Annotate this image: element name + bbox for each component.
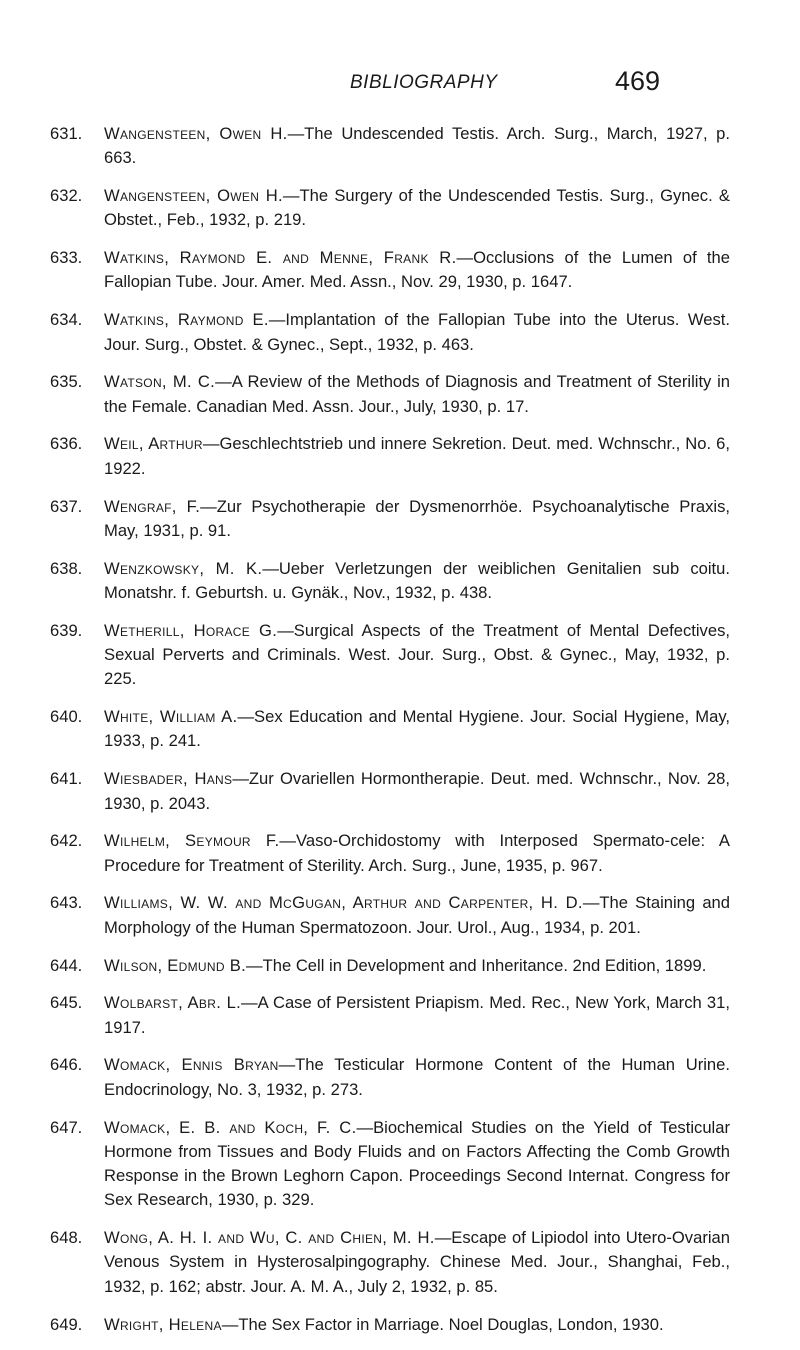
entry-author: Wangensteen, Owen H.: [104, 186, 283, 206]
entry-number: 644.: [50, 955, 83, 975]
entry-citation: —A Review of the Methods of Diagnosis and Treatment of Sterility in the Female. Canadian Med. Assn. Jour., July, 1930, p. 17.: [104, 372, 730, 416]
bibliography-entry: [50, 1116, 730, 1213]
entry-citation: —The Surgery of the Undescended Testis. Surg., Gynec. & Obstet., Feb., 1932, p. 219.: [104, 186, 731, 230]
page-number: 469: [615, 66, 661, 96]
entry-citation: —Geschlechtstrieb und innere Sekretion. Deut. med. Wchnschr., No. 6, 1922.: [104, 434, 730, 478]
entry-number: 638.: [50, 558, 83, 578]
entry-number: 639.: [50, 620, 83, 640]
bibliography-entry: [50, 432, 730, 481]
entry-author: Wenzkowsky, M. K.: [104, 558, 263, 578]
bibliography-entry: [50, 1313, 730, 1337]
entry-citation: —Zur Psychotherapie der Dysmenorrhöe. Psychoanalytische Praxis, May, 1931, p. 91.: [104, 496, 731, 540]
bibliography-entry: [50, 954, 730, 978]
entry-citation: —The Undescended Testis. Arch. Surg., March, 1927, p. 663.: [104, 124, 730, 168]
entry-citation: —Vaso-Orchidostomy with Interposed Spermato-cele: A Procedure for Treatment of Sterility. Arch. Surg., June, 1935, p. 967.: [104, 831, 730, 875]
entry-citation: —The Staining and Morphology of the Human Spermatozoon. Jour. Urol., Aug., 1934, p. 201.: [104, 893, 731, 937]
bibliography-entry: [50, 122, 730, 171]
running-title: BIBLIOGRAPHY: [350, 72, 498, 93]
entry-author: Wong, A. H. I. and Wu, C. and Chien, M. H.: [104, 1228, 435, 1248]
bibliography-entry: [50, 705, 730, 754]
running-head: [0, 64, 800, 104]
bibliography-entry: [50, 495, 730, 544]
entry-number: 645.: [50, 993, 83, 1013]
bibliography-entry: [50, 619, 730, 692]
entry-citation: —Biochemical Studies on the Yield of Testicular Hormone from Tissues and Body Fluids and on Factors Affecting the Comb Growth Response in the Brown Leghorn Capon. Proceedings Second Internat. Congress for Sex Research, 1930, p. 329.: [104, 1117, 730, 1210]
entry-number: 648.: [50, 1228, 83, 1248]
entry-author: Wilson, Edmund B.: [104, 955, 247, 975]
entry-number: 647.: [50, 1117, 83, 1137]
entry-author: Williams, W. W. and McGugan, Arthur and Carpenter, H. D.: [104, 893, 583, 913]
entry-citation: —Implantation of the Fallopian Tube into the Uterus. West. Jour. Surg., Obstet. & Gynec., Sept., 1932, p. 463.: [104, 310, 730, 354]
entry-author: Wengraf, F.: [104, 496, 201, 516]
entry-number: 636.: [50, 434, 83, 454]
bibliography-entry: [50, 829, 730, 878]
entry-number: 632.: [50, 186, 83, 206]
entry-citation: —Occlusions of the Lumen of the Fallopian Tube. Jour. Amer. Med. Assn., Nov. 29, 1930, p. 1647.: [104, 248, 730, 292]
entry-author: White, William A.: [104, 707, 238, 727]
entry-number: 640.: [50, 707, 83, 727]
entry-author: Wetherill, Horace G.: [104, 620, 278, 640]
entry-number: 642.: [50, 831, 83, 851]
bibliography-entry: [50, 891, 730, 940]
entry-author: Watkins, Raymond E.: [104, 310, 269, 330]
bibliography-entry: [50, 246, 730, 295]
entry-citation: —Surgical Aspects of the Treatment of Mental Defectives, Sexual Perverts and Criminals. West. Jour. Surg., Obst. & Gynec., May, 1932, p. 225.: [104, 620, 730, 689]
bibliography-entry: [50, 557, 730, 606]
bibliography-list: [50, 122, 730, 1350]
bibliography-entry: [50, 767, 730, 816]
bibliography-entry: [50, 1053, 730, 1102]
bibliography-entry: [50, 370, 730, 419]
entry-author: Wangensteen, Owen H.: [104, 124, 288, 143]
bibliography-entry: [50, 184, 730, 233]
entry-number: 634.: [50, 310, 83, 330]
entry-author: Wright, Helena: [104, 1314, 222, 1334]
entry-number: 633.: [50, 248, 83, 268]
entry-number: 631.: [50, 124, 83, 143]
entry-number: 641.: [50, 769, 83, 789]
entry-citation: —The Sex Factor in Marriage. Noel Douglas, London, 1930.: [221, 1314, 664, 1334]
entry-number: 637.: [50, 496, 83, 516]
entry-number: 635.: [50, 372, 83, 392]
entry-author: Womack, Ennis Bryan: [104, 1055, 279, 1075]
entry-author: Weil, Arthur: [104, 434, 203, 454]
entry-author: Wolbarst, Abr. L.: [104, 993, 242, 1013]
entry-citation: —The Cell in Development and Inheritance. 2nd Edition, 1899.: [246, 955, 707, 975]
entry-number: 646.: [50, 1055, 83, 1075]
entry-author: Watkins, Raymond E. and Menne, Frank R.: [104, 248, 457, 268]
entry-number: 643.: [50, 893, 83, 913]
bibliography-entry: [50, 308, 730, 357]
bibliography-entry: [50, 1226, 730, 1299]
entry-author: Wiesbader, Hans: [104, 769, 233, 789]
entry-author: Wilhelm, Seymour F.: [104, 831, 280, 851]
entry-citation: —Ueber Verletzungen der weiblichen Genitalien sub coitu. Monatshr. f. Geburtsh. u. Gynäk., Nov., 1932, p. 438.: [104, 558, 730, 602]
entry-citation: —The Testicular Hormone Content of the Human Urine. Endocrinology, No. 3, 1932, p. 273.: [104, 1055, 730, 1099]
entry-author: Womack, E. B. and Koch, F. C.: [104, 1117, 357, 1137]
entry-citation: —Sex Education and Mental Hygiene. Jour. Social Hygiene, May, 1933, p. 241.: [104, 707, 730, 751]
entry-citation: —Zur Ovariellen Hormontherapie. Deut. med. Wchnschr., Nov. 28, 1930, p. 2043.: [104, 769, 730, 813]
entry-author: Watson, M. C.: [104, 372, 216, 392]
entry-number: 649.: [50, 1314, 83, 1334]
entry-citation: —Escape of Lipiodol into Utero-Ovarian Venous System in Hysterosalpingography. Chinese Med. Jour., Shanghai, Feb., 1932, p. 162; abstr. Jour. A. M. A., July 2, 1932, p. 85.: [104, 1228, 730, 1296]
bibliography-entry: [50, 991, 730, 1040]
entry-citation: —A Case of Persistent Priapism. Med. Rec., New York, March 31, 1917.: [104, 993, 730, 1037]
